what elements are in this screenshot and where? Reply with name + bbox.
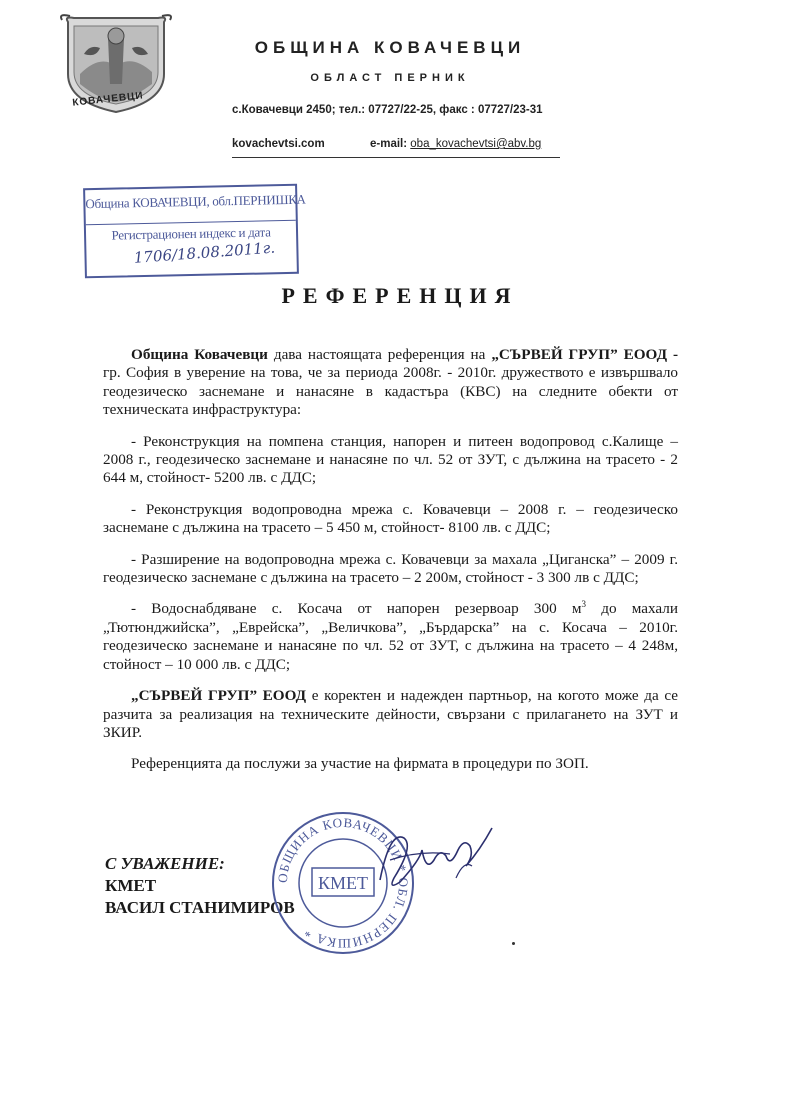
ink-dot (512, 942, 515, 945)
partner-rest: е коректен и надежден партньор, на когото може да се разчита за реализация на техническите дейности, свързани с прилагането на ЗУТ и ЗКИР. (103, 687, 678, 741)
handwritten-signature (360, 820, 500, 900)
email-link[interactable]: oba_kovachevtsi@abv.bg (410, 138, 542, 150)
document-body (103, 346, 678, 787)
intro-company: „СЪРВЕЙ ГРУП” ЕООД - (491, 346, 679, 363)
stamp-municipality: Община КОВАЧЕВЦИ, обл.ПЕРНИШКА (85, 191, 306, 212)
intro-paragraph (103, 346, 678, 420)
email-label: e-mail: (370, 138, 408, 150)
project-item-4 (103, 600, 678, 674)
partner-company: „СЪРВЕЙ ГРУП” ЕООД (131, 687, 307, 705)
stamp-handwritten-number: 1706/18.08.2011г. (133, 238, 276, 267)
registration-stamp (83, 184, 306, 278)
seal-ring-text: ОБЩИНА КОВАЧЕВЦИ * ОБЛ. ПЕРНИШКА * (274, 814, 412, 952)
website: kovachevtsi.com (232, 138, 325, 150)
contact-address: с.Ковачевци 2450; тел.: 07727/22-25, факс : 07727/23-31 (232, 104, 543, 116)
stamp-caption: Регистрационен индекс и дата (111, 224, 271, 243)
intro-rest: гр. София в уверение на това, че за периода 2008г. - 2010г. дружеството е извършвало геодезическо заснемане и нанасяне в кадастъра (КВС) на следните обекти от техническата инфраструктура: (103, 364, 678, 419)
intro-municipality: Община Ковачевци (131, 346, 268, 363)
municipality-title: ОБЩИНА КОВАЧЕВЦИ (254, 38, 526, 57)
project-item-1: - Реконструкция на помпена станция, напорен и питеен водопровод с.Калище – 2008 г., геодезическо заснемане и нанасяне по чл. 52 от ЗУТ, с дължина на трасето - 2 644 м, стойност- 5200 лв. с ДДС; (103, 432, 678, 487)
closing-paragraph: Референцията да послужи за участие на фирмата в процедури по ЗОП. (131, 755, 589, 773)
header-divider (232, 157, 560, 158)
project-item-3: - Разширение на водопроводна мрежа с. Ковачевци за махала „Циганска” – 2009 г. геодезическо заснемане с дължина на трасето – 2 200м, стойност - 3 300 лв с ДДС; (103, 550, 678, 587)
signatory-name: ВАСИЛ СТАНИМИРОВ (105, 898, 295, 917)
region-name: ОБЛАСТ ПЕРНИК (310, 72, 470, 84)
crest-caption: КОВАЧЕВЦИ (71, 90, 145, 109)
email-line (370, 138, 541, 150)
signature-block (105, 853, 295, 919)
item4-part-a: - Водоснабдяване с. Косача от напорен резервоар 300 м (131, 600, 582, 618)
intro-mid: дава настоящата референция на (267, 346, 492, 363)
signatory-position: КМЕТ (105, 876, 157, 895)
seal-center-text: КМЕТ (317, 873, 369, 893)
greeting: С УВАЖЕНИЕ: (105, 854, 225, 873)
project-item-2: - Реконструкция водопроводна мрежа с. Ковачевци – 2008 г. – геодезическо заснемане с дължина на трасето – 5 450 м, стойност- 8100 лв. с ДДС; (103, 500, 678, 537)
document-title: РЕФЕРЕНЦИЯ (281, 283, 519, 308)
partner-paragraph (103, 687, 678, 742)
item4-superscript: 3 (581, 599, 587, 610)
item4-part-b: до махали „Тютюнджийска”, „Еврейска”, „Величкова”, „Бърдарска” на с. Косача – 2010г. геодезическо заснемане и нанасяне по чл. 52 от ЗУТ, с дължина на трасето – 4 248м, стойност – 10 000 лв. с ДДС; (103, 600, 678, 673)
